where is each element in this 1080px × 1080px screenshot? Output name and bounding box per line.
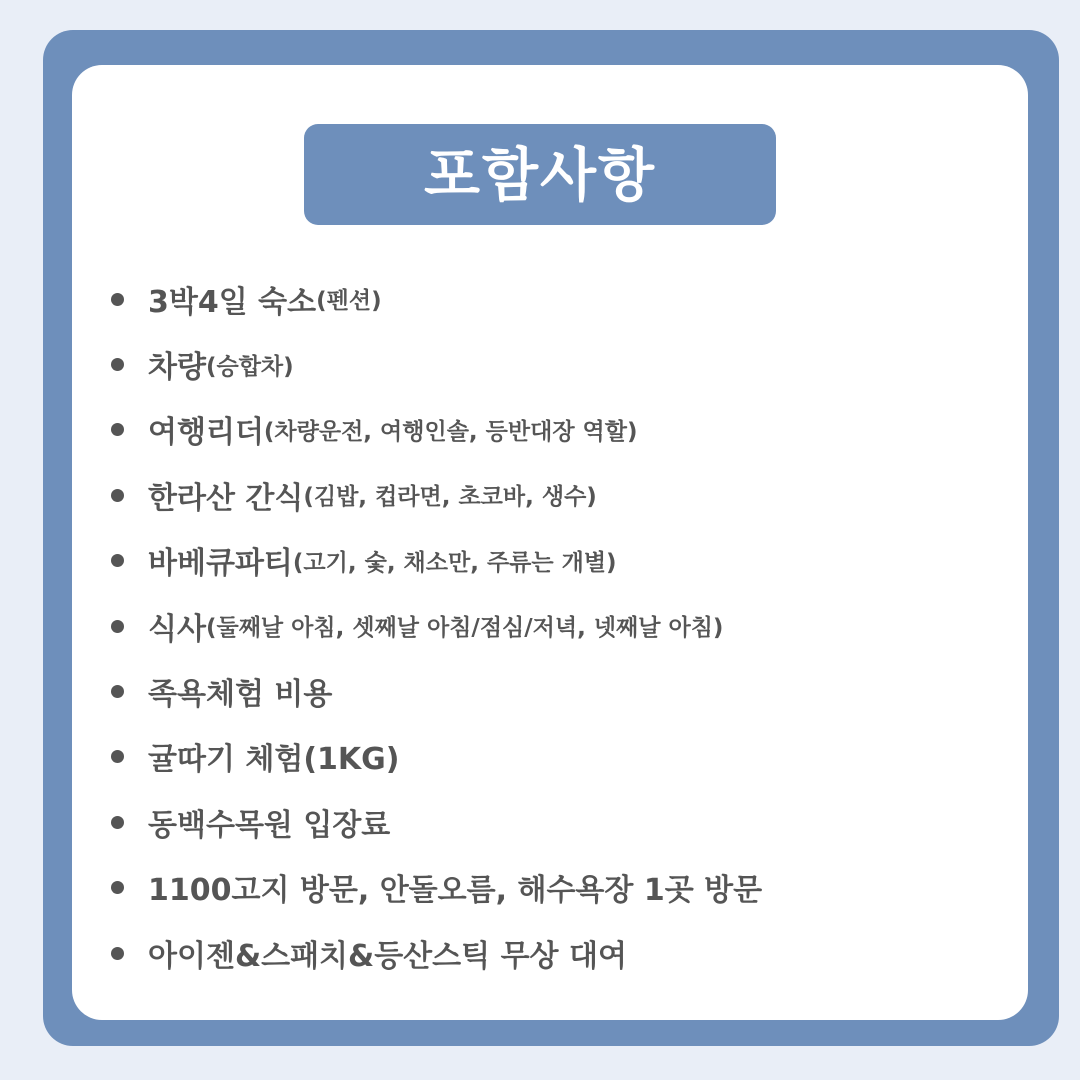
item-sub-text: (승합차): [205, 353, 294, 380]
bullet-icon: [111, 358, 124, 371]
item-main-text: 차량: [148, 350, 206, 386]
list-item: [108, 789, 1008, 854]
bullet-icon: [111, 816, 124, 829]
item-sub-text: (고기, 숯, 채소만, 주류는 개별): [292, 549, 617, 576]
list-item: [108, 593, 1008, 658]
list-item: [108, 331, 1008, 396]
list-item: [108, 724, 1008, 789]
list-item: [108, 528, 1008, 593]
bullet-icon: [111, 620, 124, 633]
list-item: [108, 855, 1008, 920]
item-main-text: 바베큐파티: [148, 546, 293, 582]
list-item: [108, 266, 1008, 331]
item-main-text: 식사: [148, 611, 206, 647]
list-item: [108, 920, 1008, 985]
item-main-text: 아이젠&스패치&등산스틱 무상 대여: [148, 938, 627, 974]
bullet-icon: [111, 554, 124, 567]
item-sub-text: (차량운전, 여행인솔, 등반대장 역할): [263, 418, 638, 445]
bullet-icon: [111, 489, 124, 502]
item-sub-text: (둘째날 아침, 셋째날 아침/점심/저녁, 넷째날 아침): [205, 615, 724, 642]
bullet-icon: [111, 947, 124, 960]
bullet-icon: [111, 685, 124, 698]
item-main-text: 족욕체험 비용: [148, 677, 333, 713]
bullet-icon: [111, 423, 124, 436]
bullet-icon: [111, 881, 124, 894]
bullet-icon: [111, 293, 124, 306]
item-main-text: 여행리더: [148, 415, 264, 451]
list-item: [108, 462, 1008, 527]
item-main-text: 동백수목원 입장료: [148, 807, 391, 843]
title-badge: [304, 124, 776, 225]
page-title: 포함사항: [423, 140, 657, 209]
inclusion-list: [108, 266, 1008, 985]
item-main-text: 3박4일 숙소: [148, 284, 317, 320]
item-main-text: 1100고지 방문, 안돌오름, 해수욕장 1곳 방문: [148, 873, 763, 909]
item-sub-text: (펜션): [316, 288, 382, 315]
item-main-text: 한라산 간식: [148, 480, 304, 516]
list-item: [108, 658, 1008, 723]
item-sub-text: (김밥, 컵라면, 초코바, 생수): [303, 484, 597, 511]
item-main-text: 귤따기 체험(1KG): [148, 742, 400, 778]
bullet-icon: [111, 750, 124, 763]
list-item: [108, 397, 1008, 462]
